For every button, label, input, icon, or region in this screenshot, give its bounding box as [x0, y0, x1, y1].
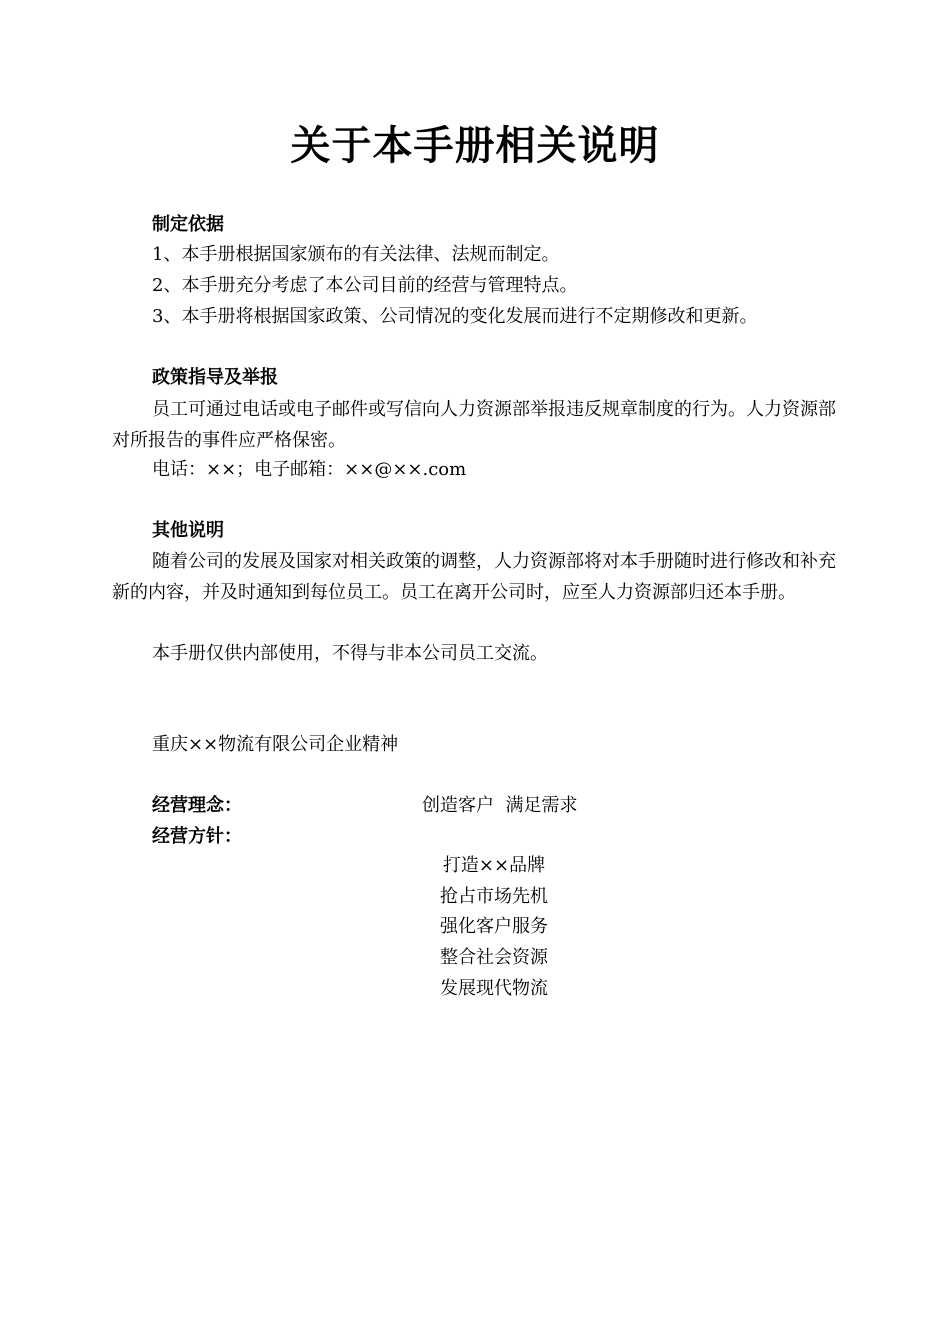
section-heading-basis: 制定依据: [152, 214, 224, 235]
page-title: 关于本手册相关说明: [290, 122, 660, 169]
spirit-title: 重庆××物流有限公司企业精神: [152, 734, 399, 755]
section-heading-policy: 政策指导及举报: [152, 367, 278, 388]
policy-item: 发展现代物流: [440, 978, 548, 999]
policy-item: 整合社会资源: [440, 947, 548, 968]
policy-label: 经营方针：: [152, 826, 242, 847]
basis-item: 3、本手册将根据国家政策、公司情况的变化发展而进行不定期修改和更新。: [152, 306, 758, 327]
policy-item: 打造××品牌: [442, 855, 546, 876]
other-paragraph: 随着公司的发展及国家对相关政策的调整，人力资源部将对本手册随时进行修改和补充新的内容，并及时通知到每位员工。员工在离开公司时，应至人力资源部归还本手册。: [112, 551, 836, 603]
policy-paragraph: 员工可通过电话或电子邮件或写信向人力资源部举报违反规章制度的行为。人力资源部对所报告的事件应严格保密。: [112, 399, 836, 451]
philosophy-value: 创造客户 满足需求: [422, 795, 578, 816]
basis-item: 1、本手册根据国家颁布的有关法律、法规而制定。: [152, 244, 560, 265]
usage-note: 本手册仅供内部使用，不得与非本公司员工交流。: [152, 643, 548, 664]
basis-item: 2、本手册充分考虑了本公司目前的经营与管理特点。: [152, 275, 578, 296]
philosophy-label: 经营理念：: [152, 795, 242, 816]
policy-item: 抢占市场先机: [440, 886, 548, 907]
section-heading-other: 其他说明: [152, 520, 224, 541]
policy-item: 强化客户服务: [440, 916, 548, 937]
contact-line: 电话：××；电子邮箱：××@××.com: [152, 459, 467, 480]
